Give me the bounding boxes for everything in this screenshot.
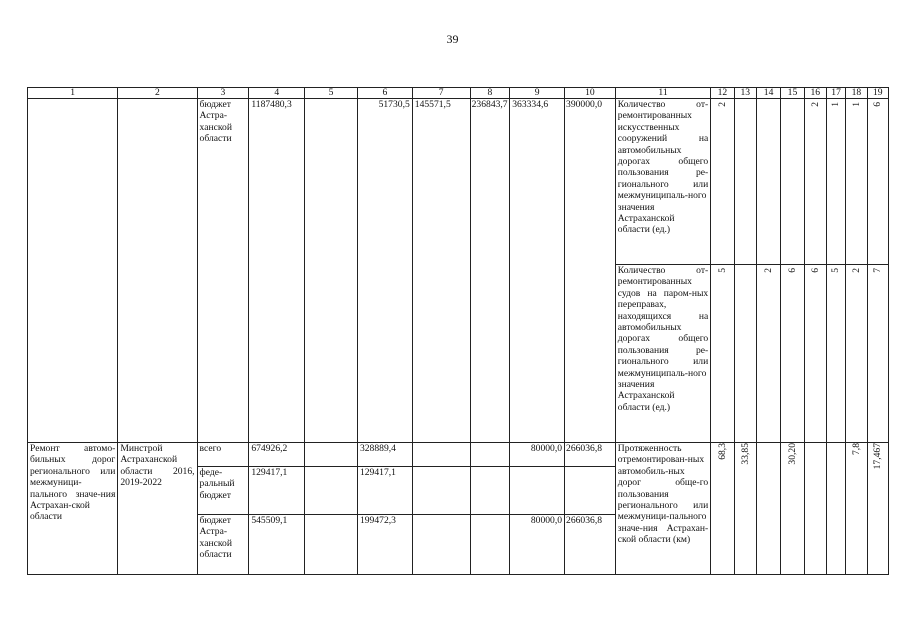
col-header: 16 [804, 88, 826, 99]
col-header: 9 [510, 88, 565, 99]
value-c15: 6 [786, 268, 798, 273]
funding-source-federal: феде-ральный бюджет [197, 467, 249, 515]
col-header: 15 [781, 88, 804, 99]
value-c19: 7 [872, 268, 884, 273]
value-cell [826, 265, 845, 443]
value-cell [867, 99, 888, 265]
amount-2019: 145571,5 [412, 99, 470, 443]
amount-2020: 236843,7 [470, 99, 510, 443]
table-row [28, 443, 889, 467]
cell-empty [412, 443, 470, 467]
value-cell [867, 265, 888, 443]
amount-2021: 363334,6 [510, 99, 565, 443]
value-cell [756, 265, 780, 443]
amount-2016: 51730,5 [357, 99, 412, 443]
col-header: 19 [867, 88, 888, 99]
value-c18: 7,8 [850, 443, 862, 455]
amount-total: 1187480,3 [249, 99, 305, 443]
executor-and-years: Минстрой Астраханской области 2016, 2019-2022 [118, 443, 197, 575]
table-row [28, 99, 889, 265]
amount-2021: 80000,0 [510, 443, 565, 467]
value-c12: 2 [716, 102, 728, 107]
col-header: 10 [565, 88, 616, 99]
value-cell [804, 99, 826, 265]
cell-empty [412, 515, 470, 575]
amount-2016: 129417,1 [357, 467, 412, 515]
col-header: 17 [826, 88, 845, 99]
amount-2016: 199472,3 [357, 515, 412, 575]
col-header: 5 [305, 88, 358, 99]
value-c18: 2 [850, 268, 862, 273]
funding-source-regional: бюджет Астра-ханской области [197, 99, 249, 443]
value-cell [711, 99, 734, 265]
value-c14: 2 [762, 268, 774, 273]
value-cell [734, 443, 756, 575]
cell-empty [305, 443, 358, 467]
amount-total: 674926,2 [249, 443, 305, 467]
col-header: 8 [470, 88, 510, 99]
cell-empty [470, 467, 510, 515]
value-cell [756, 443, 780, 575]
value-c13: 33,85 [739, 443, 751, 465]
indicator-structures: Количество от-ремонтированных искусственных сооружений на автомобильных дорогах общего пользования ре-гионального или межмуниципаль-ного значения Астраханской области (ед.) [615, 99, 710, 265]
value-cell [781, 265, 804, 443]
value-c12: 68,3 [716, 443, 728, 460]
value-cell [846, 99, 867, 265]
col-header: 4 [249, 88, 305, 99]
value-cell [781, 443, 804, 575]
amount-2022: 266036,8 [565, 515, 616, 575]
value-cell [711, 443, 734, 575]
amount-total: 545509,1 [249, 515, 305, 575]
value-c16: 6 [809, 268, 821, 273]
amount-2022: 390000,0 [565, 99, 616, 443]
col-header: 12 [711, 88, 734, 99]
cell-empty [510, 467, 565, 515]
col-header: 13 [734, 88, 756, 99]
cell-empty [28, 99, 118, 443]
value-c17: 5 [830, 268, 842, 273]
column-number-row [28, 88, 889, 99]
value-cell [711, 265, 734, 443]
value-cell [756, 99, 780, 265]
amount-2021: 80000,0 [510, 515, 565, 575]
cell-empty [565, 467, 616, 515]
col-header: 7 [412, 88, 470, 99]
value-cell [826, 443, 845, 575]
funding-source-total: всего [197, 443, 249, 467]
value-c12: 5 [716, 268, 728, 273]
value-cell [846, 443, 867, 575]
value-c19: 6 [872, 102, 884, 107]
cell-empty [118, 99, 197, 443]
value-cell [846, 265, 867, 443]
col-header: 2 [118, 88, 197, 99]
page-number: 39 [446, 32, 459, 46]
cell-empty [305, 99, 358, 443]
activity-name: Ремонт автомо-бильных дорог регионального или межмуници-пального значе-ния Астрахан-ской области [28, 443, 118, 575]
funding-source-regional: бюджет Астра-ханской области [197, 515, 249, 575]
value-cell [867, 443, 888, 575]
amount-2016: 328889,4 [357, 443, 412, 467]
col-header: 6 [357, 88, 412, 99]
amount-total: 129417,1 [249, 467, 305, 515]
col-header: 14 [756, 88, 780, 99]
col-header: 3 [197, 88, 249, 99]
indicator-ferries: Количество от-ремонтированных судов на паром-ных переправах, находящихся на автомобильных дорогах общего пользования ре-гионального или межмуниципаль-ного значения Астраханской области (ед.) [615, 265, 710, 443]
value-cell [804, 265, 826, 443]
indicator-road-length: Протяженность отремонтирован-ных автомобиль-ных дорог обще-го пользования регионального или межмуници-пального значе-ния Астрахан-ской области (км) [615, 443, 710, 575]
col-header: 1 [28, 88, 118, 99]
value-cell [826, 99, 845, 265]
cell-empty [470, 515, 510, 575]
cell-empty [412, 467, 470, 515]
value-cell [734, 99, 756, 265]
value-cell [804, 443, 826, 575]
value-c16: 2 [809, 102, 821, 107]
value-c18: 1 [850, 102, 862, 107]
amount-2022: 266036,8 [565, 443, 616, 467]
value-c19: 17,467 [872, 443, 884, 470]
program-table [27, 87, 889, 575]
value-cell [734, 265, 756, 443]
value-cell [781, 99, 804, 265]
col-header: 11 [615, 88, 710, 99]
cell-empty [470, 443, 510, 467]
col-header: 18 [846, 88, 867, 99]
value-c15: 30,20 [786, 443, 798, 465]
cell-empty [305, 467, 358, 515]
value-c17: 1 [830, 102, 842, 107]
cell-empty [305, 515, 358, 575]
